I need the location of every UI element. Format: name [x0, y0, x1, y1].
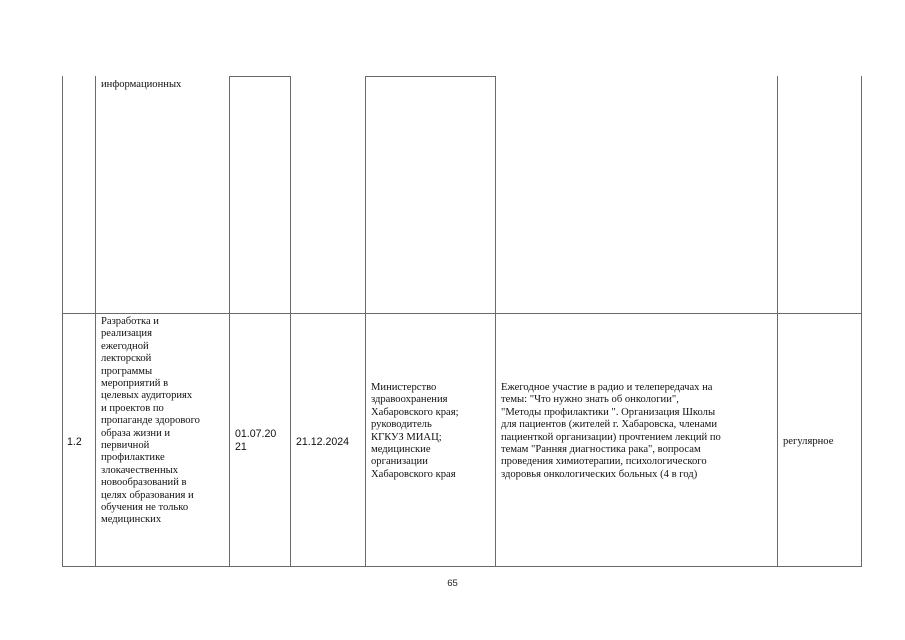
row-name-line: злокачественных [101, 464, 179, 476]
row-name-line: мероприятий в [101, 378, 169, 389]
result-line: Ежегодное участие в радио и телепередачах на [501, 382, 713, 393]
result-line: для пациентов (жителей г. Хабаровска, членами [501, 419, 718, 431]
responsible-line: Министерство [371, 382, 437, 393]
prev-row-name-fragment: информационных [101, 79, 182, 90]
result-line: темам "Ранняя диагностика рака", вопросам [501, 444, 701, 455]
row-name-line: профилактике [101, 452, 165, 464]
result-line: здоровья онкологических больных (4 в год) [501, 468, 698, 480]
row-name-line: целевых аудиториях [101, 390, 193, 402]
row-name-line: и проектов по [101, 402, 164, 414]
row-name-line: программы [101, 365, 153, 377]
row-name-line: образа жизни и [101, 427, 171, 439]
row-name-line: ежегодной [101, 340, 149, 352]
row-name-line: пропаганде здорового [101, 415, 200, 427]
start-date-line: 01.07.20 [235, 428, 277, 440]
end-date: 21.12.2024 [296, 436, 350, 448]
page-number: 65 [447, 578, 458, 589]
result-line: проведения химиотерапии, психологического [501, 456, 707, 468]
start-date-line: 21 [235, 441, 247, 453]
result-line: "Методы профилактики ". Организация Школы [501, 406, 716, 418]
row-name-line: реализация [101, 328, 152, 340]
row-name-line: Разработка и [101, 316, 159, 327]
row-name-line: новообразований в [101, 477, 187, 489]
responsible-line: КГКУЗ МИАЦ; [371, 431, 442, 443]
responsible-line: организации [371, 456, 428, 468]
frequency: регулярное [783, 436, 834, 447]
row-name-line: лекторской [101, 353, 152, 365]
row-name-line: первичной [101, 440, 150, 451]
result-line: пациенткой организации) прочтением лекций по [501, 431, 721, 443]
row-name-line: медицинских [101, 514, 162, 526]
responsible-line: Хабаровского края [371, 468, 456, 480]
responsible-line: Хабаровского края; [371, 406, 459, 418]
responsible-line: медицинские [371, 444, 431, 455]
result-line: темы: "Что нужно знать об онкологии", [501, 394, 679, 406]
responsible-line: здравоохранения [371, 394, 448, 406]
row-name-line: обучения не только [101, 502, 189, 513]
responsible-line: руководитель [371, 419, 432, 431]
row-number: 1.2 [67, 436, 82, 448]
row-name-line: целях образования и [101, 489, 194, 501]
